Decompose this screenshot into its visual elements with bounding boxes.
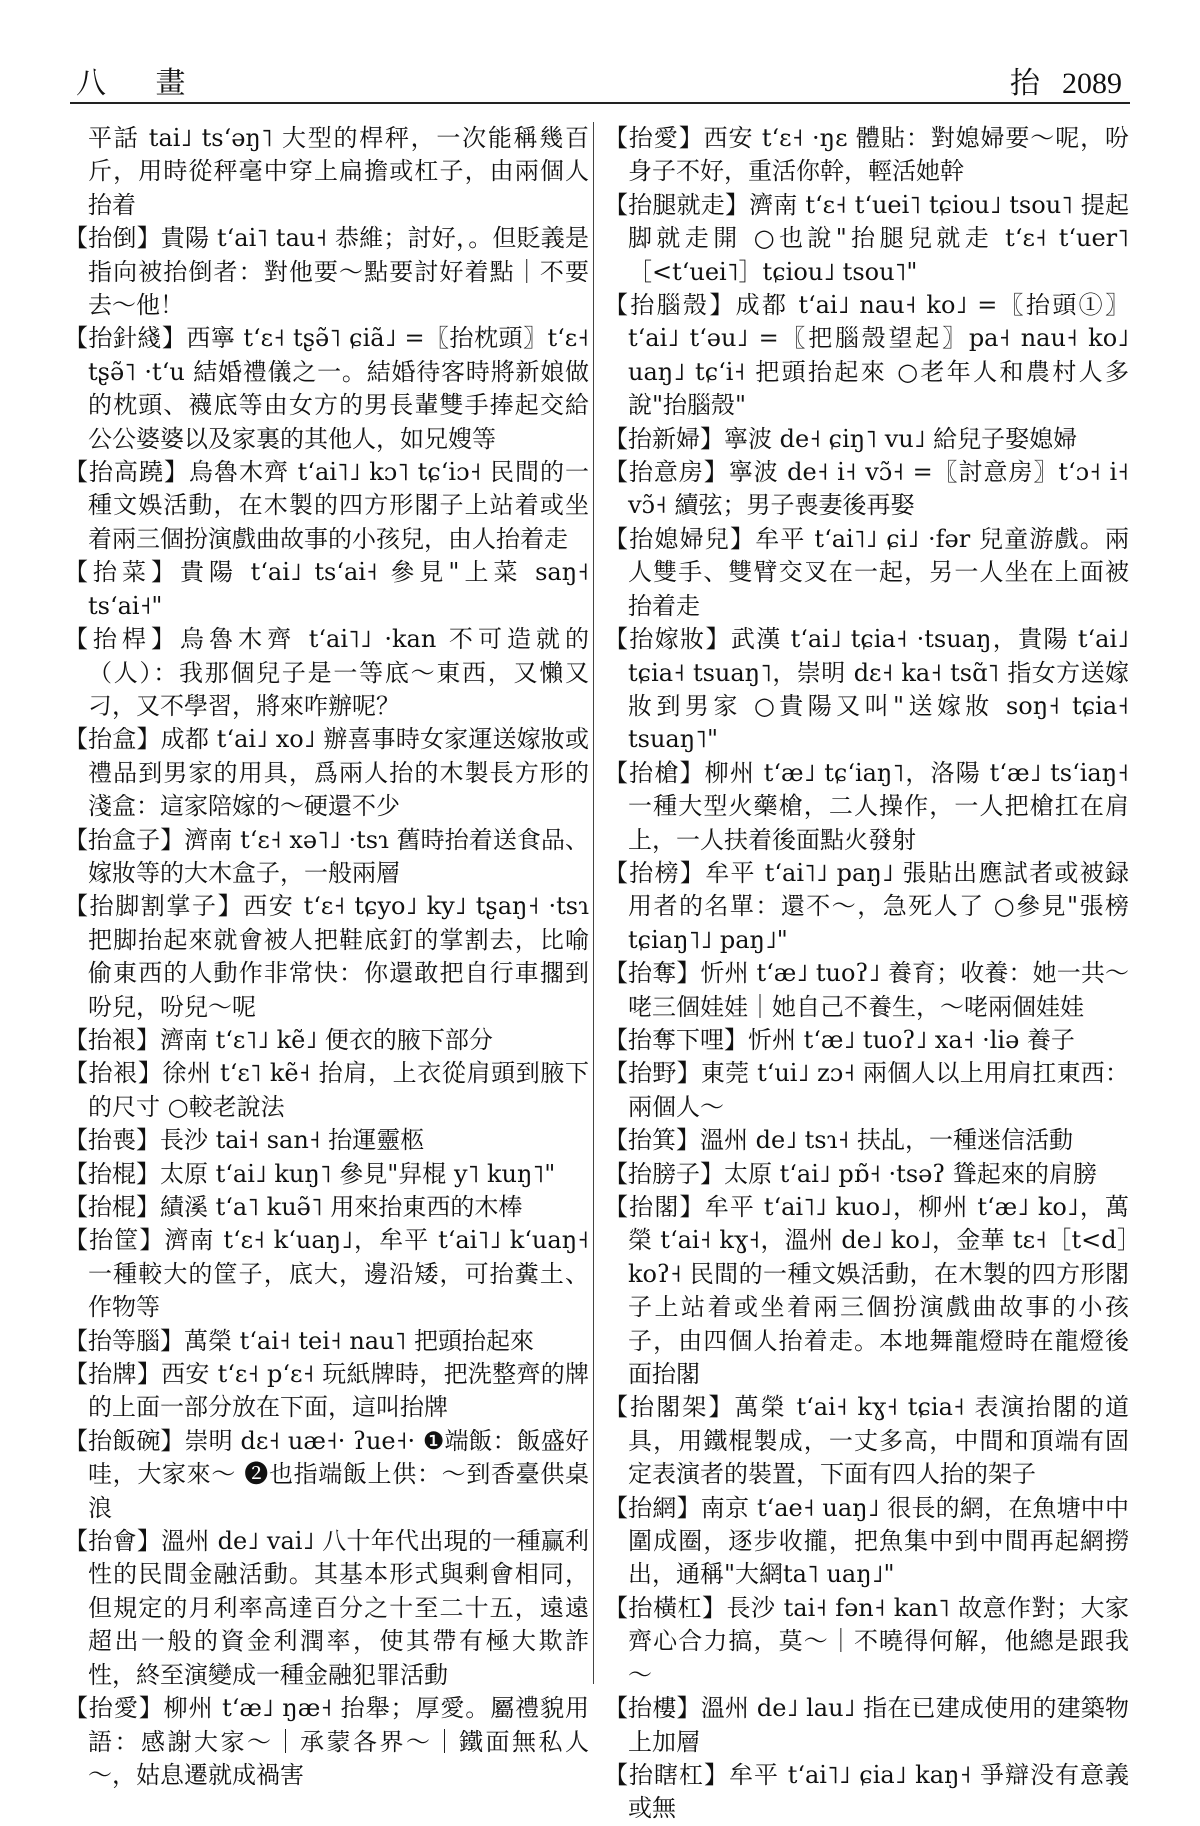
entry-text: 【抬箕】溫州 de˩ tsɿ˧ 扶乩，一種迷信活動	[604, 1126, 1073, 1155]
dictionary-entry	[64, 556, 589, 623]
dictionary-entry	[64, 1191, 589, 1224]
entry-text: 【抬奪】忻州 tʻæ˩ tuoʔ˩ 養育；收養：她一共～咾三個娃娃｜她自己不養生，～咾兩個娃娃	[604, 959, 1129, 1021]
dictionary-entry	[64, 1692, 589, 1792]
page-header	[70, 58, 1130, 102]
dictionary-entry	[604, 623, 1129, 757]
entry-text: 【抬菜】貴陽 tʻai˩ tsʻai˧ 參見"上菜 saŋ˧ tsʻai˧"	[64, 558, 589, 620]
entry-text: 【抬飯碗】崇明 dɛ˧ uæ˧· ʔue˧· ❶端飯：飯盛好哇，大家來～ ❷也指端飯上供：～到香臺供桌浪	[64, 1426, 589, 1522]
dictionary-entry	[604, 1592, 1129, 1692]
entry-text: 【抬野】東莞 tʻui˩ zɔ˧ 兩個人以上用肩扛東西：兩個人～	[604, 1059, 1129, 1121]
entry-text: 【抬裉】濟南 tʻɛ˥˩ kẽ˩ 便衣的腋下部分	[64, 1025, 493, 1054]
dictionary-entry	[604, 1057, 1129, 1124]
entry-text: 【抬盒】成都 tʻai˩ xo˩ 辦喜事時女家運送嫁妝或禮品到男家的用具，爲兩人抬的木製長方形的淺盒：這家陪嫁的～硬還不少	[64, 725, 589, 821]
dictionary-entry	[64, 1057, 589, 1124]
dictionary-entry	[64, 1525, 589, 1692]
left-column	[64, 122, 589, 1792]
right-column	[604, 122, 1129, 1826]
entry-text: 【抬桿】烏魯木齊 tʻai˥˩ ·kan 不可造就的（人）：我那個兒子是一等底～東西，又懶又刁，又不學習，將來咋辦呢？	[64, 625, 589, 720]
entry-text: 【抬腦殼】成都 tʻai˩ nau˧ ko˩ =〖抬頭①〗tʻai˩ tʻəu˩ =〖把腦殼望起〗pa˧ nau˧ ko˩ uaŋ˩ tɕʻi˧ 把頭抬起來 ○老年人和農村人多說"抬腦殼"	[604, 291, 1129, 420]
dictionary-entry	[604, 1158, 1129, 1191]
entry-text: 【抬腿就走】濟南 tʻɛ˧ tʻuei˥ tɕiou˩ tsou˥ 提起脚就走開 ○也說"抬腿兒就走 tʻɛ˧ tʻuer˥［<tʻuei˥］tɕiou˩ tsou˥"	[604, 190, 1129, 286]
dictionary-entry	[64, 623, 589, 723]
entry-text: 【抬喪】長沙 tai˧ san˧ 抬運靈柩	[64, 1126, 425, 1155]
entry-text: 【抬等腦】萬榮 tʻai˧ tei˧ nau˥ 把頭抬起來	[64, 1326, 535, 1355]
dictionary-entry	[64, 1024, 589, 1057]
dictionary-entry	[604, 456, 1129, 523]
dictionary-entry	[64, 1224, 589, 1324]
dictionary-entry	[604, 423, 1129, 456]
dictionary-entry	[604, 122, 1129, 189]
entry-text: 【抬愛】西安 tʻɛ˧ ·ŋɛ 體貼：對媳婦要～呢，吩身子不好，重活你幹，輕活她幹	[604, 124, 1129, 186]
dictionary-entry	[64, 322, 589, 456]
page-number: 2089	[1062, 67, 1122, 100]
entry-text: 【抬槍】柳州 tʻæ˩ tɕʻiaŋ˥，洛陽 tʻæ˩ tsʻiaŋ˧ 一種大型火藥槍，二人操作，一人把槍扛在肩上，一人扶着後面點火發射	[604, 758, 1129, 854]
dictionary-entry	[604, 1191, 1129, 1391]
entry-text: 【抬愛】柳州 tʻæ˩ ŋæ˧ 抬舉；厚愛。屬禮貌用語：感謝大家～｜承蒙各界～｜鐵面無私人～，姑息遷就成禍害	[64, 1694, 589, 1789]
header-rule	[70, 102, 1130, 104]
entry-text: 【抬閣架】萬榮 tʻai˧ kɣ˧ tɕia˧ 表演抬閣的道具，用鐵棍製成，一丈多高，中間和頂端有固定表演者的裝置，下面有四人抬的架子	[604, 1393, 1129, 1489]
entry-text: 【抬倒】貴陽 tʻai˥ tau˧ 恭維；討好，。但貶義是指向被抬倒者：對他要～點要討好着點｜不要去～他！	[64, 224, 589, 320]
dictionary-entry	[64, 1425, 589, 1525]
entry-text: 【抬網】南京 tʻae˧ uaŋ˩ 很長的網，在魚塘中中圍成圈，逐步收攏，把魚集中到中間再起網撈出，通稱"大網ta˥ uaŋ˩"	[604, 1493, 1129, 1589]
dictionary-entry	[604, 1492, 1129, 1592]
entry-text: 【抬閣】牟平 tʻai˥˩ kuo˩，柳州 tʻæ˩ ko˩，萬榮 tʻai˧ kɣ˧，溫州 de˩ ko˩，金華 tɛ˧［t<d］koʔ˧ 民間的一種文娛活動，在木製的四方形閣子上站着或坐着兩三個扮演戲曲故事的小孩子，由四個人抬着走。本地舞龍燈時在龍燈後面抬閣	[604, 1193, 1129, 1389]
entry-text: 平話 tai˩ tsʻəŋ˥ 大型的桿秤，一次能稱幾百斤，用時從秤毫中穿上扁擔或杠子，由兩個人抬着	[88, 124, 589, 219]
dictionary-entry	[64, 824, 589, 891]
dictionary-entry	[604, 1692, 1129, 1759]
entry-text: 【抬橫杠】長沙 tai˧ fən˧ kan˥ 故意作對；大家齊心合力搞，莫～｜不曉得何解，他總是跟我～	[604, 1593, 1129, 1689]
section-title: 八 畫	[76, 66, 206, 101]
dictionary-entry	[64, 1158, 589, 1191]
dictionary-entry	[64, 1358, 589, 1425]
entry-text: 【抬新婦】寧波 de˧ ɕiŋ˥ vu˩ 給兒子娶媳婦	[604, 424, 1078, 453]
entry-text: 【抬嫁妝】武漢 tʻai˩ tɕia˧ ·tsuaŋ，貴陽 tʻai˩ tɕia˧ tsuaŋ˥，崇明 dɛ˧ ka˧ tsɑ̃˥ 指女方送嫁妝到男家 ○貴陽又叫"送嫁妝 soŋ˧ tɕia˧ tsuaŋ˥"	[604, 625, 1129, 754]
entry-text: 【抬膀子】太原 tʻai˩ pɒ̃˧ ·tsəʔ 聳起來的肩膀	[604, 1159, 1097, 1188]
dictionary-entry	[64, 222, 589, 322]
entry-text: 【抬會】溫州 de˩ vai˩ 八十年代出現的一種赢利性的民間金融活動。其基本形式與剩會相同，但規定的月利率高達百分之十至二十五，遠遠超出一般的資金利潤率，使其帶有極大欺詐性，終至演變成一種金融犯罪活動	[64, 1527, 589, 1689]
entry-text: 【抬牌】西安 tʻɛ˧ pʻɛ˧ 玩紙牌時，把洗整齊的牌的上面一部分放在下面，這叫抬牌	[64, 1360, 589, 1422]
entry-text: 【抬意房】寧波 de˧ i˧ vɔ̃˧ =〖討意房〗tʻɔ˧ i˧ vɔ̃˧ 續弦；男子喪妻後再娶	[604, 458, 1129, 520]
entry-text: 【抬奪下哩】忻州 tʻæ˩ tuoʔ˩ xa˧ ·liə 養子	[604, 1025, 1075, 1054]
dictionary-entry	[604, 1759, 1129, 1826]
dictionary-entry	[64, 122, 589, 222]
dictionary-entry	[604, 523, 1129, 623]
head-character: 抬	[1010, 66, 1040, 101]
column-divider	[593, 122, 594, 1684]
entry-text: 【抬瞎杠】牟平 tʻai˥˩ ɕia˩ kaŋ˧ 爭辯没有意義或無	[604, 1760, 1129, 1823]
entry-text: 【抬筐】濟南 tʻɛ˧ kʻuaŋ˩，牟平 tʻai˥˩ kʻuaŋ˧ 一種較大的筐子，底大，邊沿矮，可抬糞土、作物等	[64, 1226, 589, 1322]
dictionary-entry	[64, 723, 589, 823]
entry-text: 【抬樓】溫州 de˩ lau˩ 指在已建成使用的建築物上加層	[604, 1694, 1129, 1756]
dictionary-entry	[64, 1124, 589, 1157]
entry-text: 【抬棍】績溪 tʻa˥ kuə̃˥ 用來抬東西的木棒	[64, 1193, 523, 1221]
entry-text: 【抬高蹺】烏魯木齊 tʻai˥˩ kɔ˥ tɕʻiɔ˧ 民間的一種文娛活動，在木製的四方形閣子上站着或坐着兩三個扮演戲曲故事的小孩兒，由人抬着走	[64, 458, 589, 553]
dictionary-entry	[604, 1024, 1129, 1057]
dictionary-entry	[604, 1391, 1129, 1491]
running-head	[1010, 58, 1122, 102]
dictionary-entry	[604, 757, 1129, 857]
dictionary-entry	[604, 957, 1129, 1024]
dictionary-entry	[64, 1325, 589, 1358]
entry-text: 【抬媳婦兒】牟平 tʻai˥˩ ɕi˩ ·fər 兒童游戲。兩人雙手、雙臂交叉在一起，另一人坐在上面被抬着走	[604, 524, 1129, 620]
entry-text: 【抬棍】太原 tʻai˩ kuŋ˥ 參見"舁棍 y˥ kuŋ˥"	[64, 1159, 556, 1188]
entry-text: 【抬盒子】濟南 tʻɛ˧ xə˥˩ ·tsɿ 舊時抬着送食品、嫁妝等的大木盒子，一般兩層	[64, 825, 589, 887]
dictionary-entry	[604, 189, 1129, 289]
entry-text: 【抬裉】徐州 tʻɛ˥ kẽ˧ 抬肩，上衣從肩頭到腋下的尺寸 ○較老說法	[64, 1059, 589, 1121]
entry-text: 【抬脚割掌子】西安 tʻɛ˧ tɕyo˩ ky˩ tʂaŋ˧ ·tsɿ 把脚抬起來就會被人把鞋底釘的掌割去，比喻偷東西的人動作非常快：你還敢把自行車擱到吩兒，吩兒～呢	[64, 892, 589, 1021]
dictionary-entry	[64, 456, 589, 556]
entry-text: 【抬針綫】西寧 tʻɛ˧ tʂə̃˥ ɕiã˩ =〖抬枕頭〗tʻɛ˧ tʂə̃˥ ·tʻu 結婚禮儀之一。結婚待客時將新娘做的枕頭、襪底等由女方的男長輩雙手捧起交給公公婆婆以及家裏的其他人，如兄嫂等	[64, 324, 589, 453]
dictionary-entry	[604, 1124, 1129, 1157]
dictionary-entry	[64, 890, 589, 1024]
entry-text: 【抬榜】牟平 tʻai˥˩ paŋ˩ 張貼出應試者或被録用者的名單：還不～，急死人了 ○參見"張榜 tɕiaŋ˥˩ paŋ˩"	[604, 858, 1129, 954]
dictionary-entry	[604, 857, 1129, 957]
dictionary-entry	[604, 289, 1129, 423]
